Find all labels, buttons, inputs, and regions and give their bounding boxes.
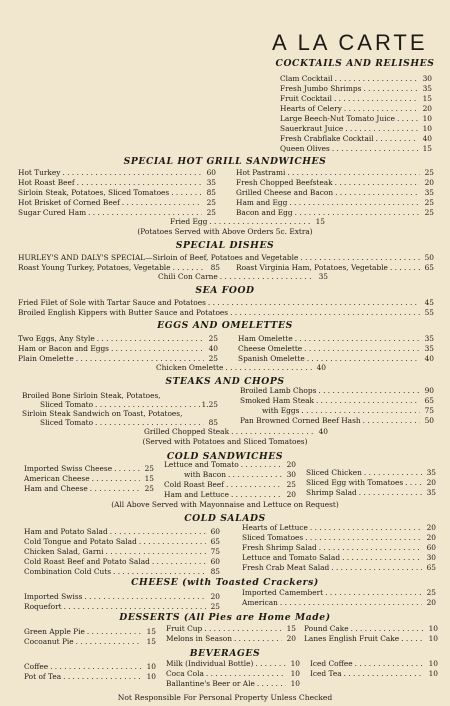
menu-item: Lettuce and Tomato . . . 20	[164, 460, 296, 469]
menu-item: Cocoanut Pie . . . 15	[24, 637, 156, 646]
menu-item: Bacon and Egg . . . 25	[236, 208, 434, 217]
menu-item: Smoked Ham Steak . . . 65	[240, 396, 434, 405]
menu-item: Hot Roast Beef . . . 35	[18, 178, 216, 187]
steaks-note: (Served with Potatoes and Sliced Tomatoes)	[142, 437, 308, 446]
menu-item: Fresh Jumbo Shrimps . . . 35	[280, 84, 432, 93]
menu-item: Sliced Tomatoes . . . 20	[242, 533, 436, 542]
menu-item: Sliced Tomato . . . 1.25	[40, 400, 218, 409]
menu-item: Shrimp Salad . . . 35	[306, 488, 436, 497]
menu-item: Green Apple Pie . . . 15	[24, 627, 156, 636]
menu-item: Chicken Salad, Garni . . . 75	[24, 547, 220, 556]
menu-item: Queen Olives . . . 15	[280, 144, 432, 153]
menu-item: Cheese Omelette . . . 35	[238, 344, 434, 353]
menu-item: Chili Con Carne . . . 35	[158, 272, 328, 281]
menu-item: Coffee . . . 10	[24, 662, 156, 671]
menu-item: Grilled Chopped Steak . . . 40	[144, 427, 328, 436]
menu-item: Pound Cake . . . 10	[304, 624, 438, 633]
menu-item: Ballantine's Beer or Ale . . . 10	[166, 679, 300, 688]
menu-item: Imported Swiss . . . 20	[24, 592, 220, 601]
menu-item: Ham or Bacon and Eggs . . . 40	[18, 344, 218, 353]
menu-item: Hot Pastrami . . . 25	[236, 168, 434, 177]
menu-item: Roast Virginia Ham, Potatoes, Vegetable . . . 65	[236, 263, 434, 272]
menu-item: Imported Camembert . . . 25	[242, 588, 436, 597]
cheese-heading: CHEESE (with Toasted Crackers)	[131, 577, 319, 588]
sea-food-heading: SEA FOOD	[195, 285, 255, 296]
eggs-heading: EGGS AND OMELETTES	[157, 320, 293, 331]
menu-item: Sirloin Steak, Potatoes, Sliced Tomatoes . . . 85	[18, 188, 216, 197]
menu-item: Fried Egg . . . 15	[170, 217, 325, 226]
menu-item: Cold Roast Beef . . . 25	[164, 480, 296, 489]
menu-item: Cold Roast Beef and Potato Salad . . . 60	[24, 557, 220, 566]
menu-item: Sliced Egg with Tomatoes . . . 20	[306, 478, 436, 487]
menu-item: Sliced Chicken . . . 35	[306, 468, 436, 477]
menu-item: Clam Cocktail . . . 30	[280, 74, 432, 83]
menu-item: Pan Browned Corned Beef Hash . . . 50	[240, 416, 434, 425]
menu-item: Broiled English Kippers with Butter Sauce and Potatoes . . . 55	[18, 308, 434, 317]
menu-item: Pot of Tea . . . 10	[24, 672, 156, 681]
menu-item: Ham and Lettuce . . . 20	[164, 490, 296, 499]
menu-item: Fresh Shrimp Salad . . . 60	[242, 543, 436, 552]
menu-item: Fried Filet of Sole with Tartar Sauce and Potatoes . . . 45	[18, 298, 434, 307]
menu-item: with Bacon . . . 30	[184, 470, 296, 479]
cold-salads-heading: COLD SALADS	[184, 513, 266, 524]
menu-item: Ham and Potato Salad . . . 60	[24, 527, 220, 536]
steaks-heading: STEAKS AND CHOPS	[165, 376, 285, 387]
menu-item: Grilled Cheese and Bacon . . . 35	[236, 188, 434, 197]
menu-item: Milk (Individual Bottle) . . . 10	[166, 659, 300, 668]
menu-item: Roquefort . . . 25	[24, 602, 220, 611]
menu-item: HURLEY'S AND DALY'S SPECIAL—Sirloin of Beef, Potatoes and Vegetable . . . 50	[18, 253, 434, 262]
menu-item: with Eggs . . . 75	[262, 406, 434, 415]
menu-item: Chicken Omelette . . . 40	[156, 363, 326, 372]
menu-item: Fresh Crab Meat Salad . . . 65	[242, 563, 436, 572]
menu-item: Two Eggs, Any Style . . . 25	[18, 334, 218, 343]
menu-item-text: Broiled Bone Sirloin Steak, Potatoes,	[22, 391, 161, 400]
footer-note: Not Responsible For Personal Property Unless Checked	[117, 693, 333, 702]
menu-item: Broiled Lamb Chops . . . 90	[240, 386, 434, 395]
cocktails-heading: COCKTAILS AND RELISHES	[275, 58, 435, 69]
menu-item: Ham Omelette . . . 35	[238, 334, 434, 343]
menu-item: Hearts of Lettuce . . . 20	[242, 523, 436, 532]
menu-item: Imported Swiss Cheese . . . 25	[24, 464, 154, 473]
beverages-heading: BEVERAGES	[189, 648, 261, 659]
menu-item: Sliced Tomato . . . 85	[40, 418, 218, 427]
menu-item: Ham and Egg . . . 25	[236, 198, 434, 207]
menu-item: Combination Cold Cuts . . . 85	[24, 567, 220, 576]
special-dishes-heading: SPECIAL DISHES	[175, 240, 275, 251]
menu-item: Hot Turkey . . . 60	[18, 168, 216, 177]
menu-item: Sugar Cured Ham . . . 25	[18, 208, 216, 217]
hot-grill-heading: SPECIAL HOT GRILL SANDWICHES	[123, 156, 327, 167]
menu-item: Fruit Cup . . . 15	[166, 624, 296, 633]
menu-item: Ham and Cheese . . . 25	[24, 484, 154, 493]
menu-item: Plain Omelette . . . 25	[18, 354, 218, 363]
menu-item: Large Beech-Nut Tomato Juice . . . 10	[280, 114, 432, 123]
menu-item: Melons in Season . . . 20	[166, 634, 296, 643]
menu-item: Hearts of Celery . . . 20	[280, 104, 432, 113]
menu-item: American . . . 20	[242, 598, 436, 607]
menu-item: Fruit Cocktail . . . 15	[280, 94, 432, 103]
menu-title: A LA CARTE	[272, 30, 428, 55]
desserts-heading: DESSERTS (All Pies are Home Made)	[119, 612, 331, 623]
cold-sandwiches-heading: COLD SANDWICHES	[166, 451, 284, 462]
cold-sandwiches-note: (All Above Served with Mayonnaise and Lettuce on Request)	[111, 500, 339, 509]
menu-item: Cold Tongue and Potato Salad . . . 65	[24, 537, 220, 546]
menu-item: Roast Young Turkey, Potatoes, Vegetable . . . 85	[18, 263, 220, 272]
menu-item: Spanish Omelette . . . 40	[238, 354, 434, 363]
menu-item: Sauerkraut Juice . . . 10	[280, 124, 432, 133]
menu-item: Lanes English Fruit Cake . . . 10	[304, 634, 438, 643]
menu-item: Fresh Crabflake Cocktail . . . 40	[280, 134, 432, 143]
menu-item: Iced Tea . . . 10	[310, 669, 438, 678]
menu-item: Iced Coffee . . . 10	[310, 659, 438, 668]
menu-item: Coca Cola . . . 10	[166, 669, 300, 678]
menu-item: American Cheese . . . 15	[24, 474, 154, 483]
menu-item: Hot Brisket of Corned Beef . . . 25	[18, 198, 216, 207]
menu-item-text: Sirloin Steak Sandwich on Toast, Potatoes,	[22, 409, 183, 418]
menu-item: Fresh Chopped Beefsteak . . . 20	[236, 178, 434, 187]
hot-grill-note: (Potatoes Served with Above Orders 5c. Extra)	[137, 227, 313, 236]
menu-item: Lettuce and Tomato Salad . . . 30	[242, 553, 436, 562]
